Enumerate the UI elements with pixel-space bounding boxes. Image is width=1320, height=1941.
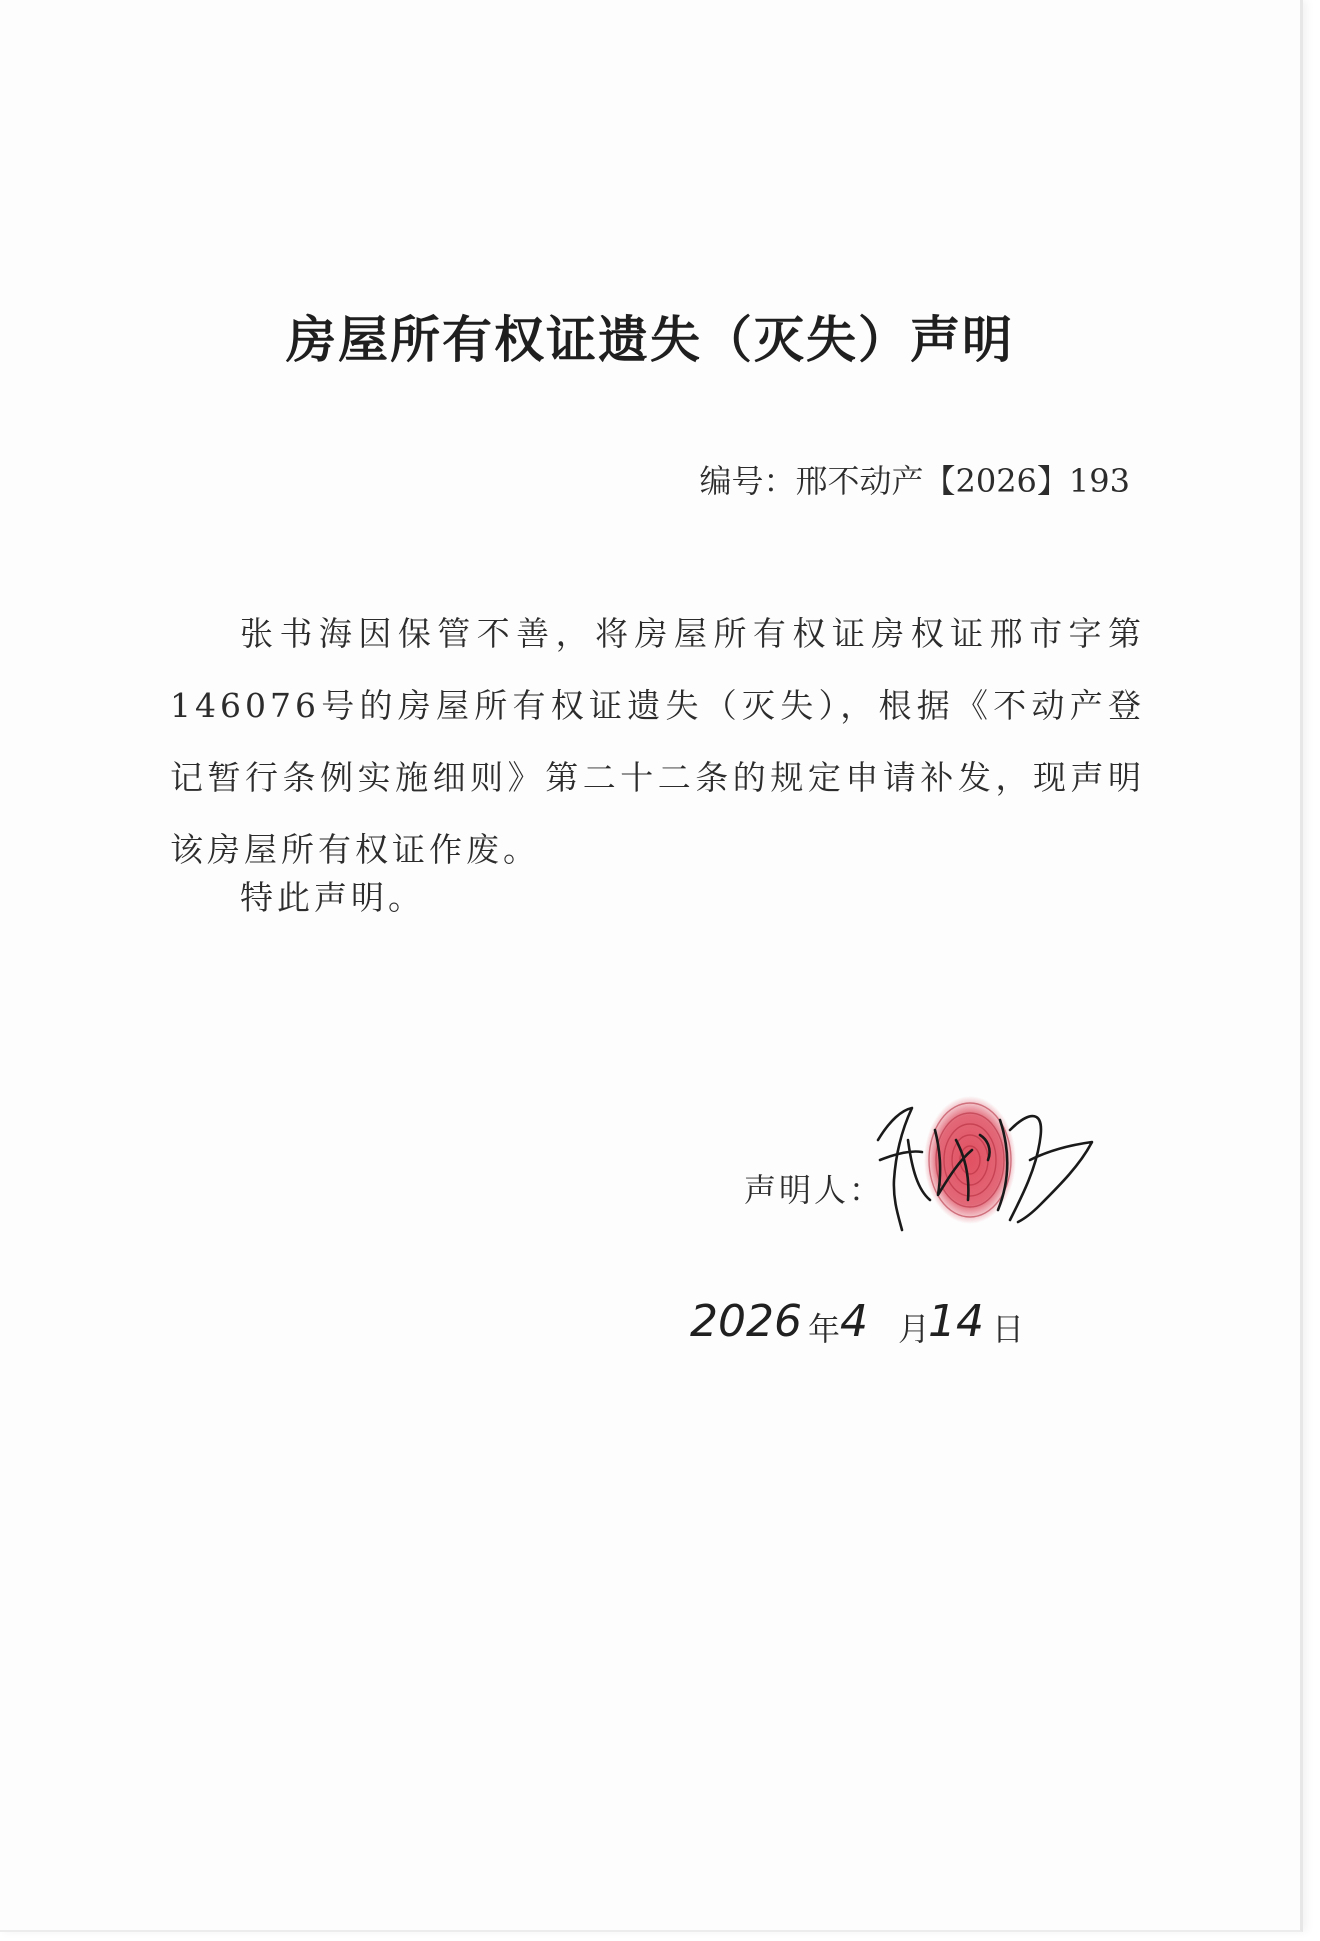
- signer-label: 声明人：: [744, 1171, 885, 1209]
- date-year-handwritten: 2026: [690, 1296, 802, 1347]
- date-month-unit: 月: [898, 1310, 931, 1348]
- signature-with-fingerprint: [860, 1080, 1100, 1260]
- document-number: 编号：邢不动产【2026】193: [699, 462, 1130, 500]
- declaration-body: 张书海因保管不善，将房屋所有权证房权证邢市字第146076号的房屋所有权证遗失（灭失），根据《不动产登记暂行条例实施细则》第二十二条的规定申请补发，现声明该房屋所有权证作废。: [170, 614, 1145, 869]
- fingerprint-icon: [924, 1096, 1016, 1224]
- closing-statement: 特此声明。: [240, 878, 425, 917]
- date-month-handwritten: 4: [840, 1296, 868, 1347]
- date-year-unit: 年: [808, 1310, 841, 1348]
- document-title: 房屋所有权证遗失（灭失）声明: [286, 310, 1014, 369]
- date-day-handwritten: 14: [928, 1296, 984, 1347]
- date-day-unit: 日: [992, 1310, 1025, 1348]
- declaration-date: [690, 1290, 1050, 1360]
